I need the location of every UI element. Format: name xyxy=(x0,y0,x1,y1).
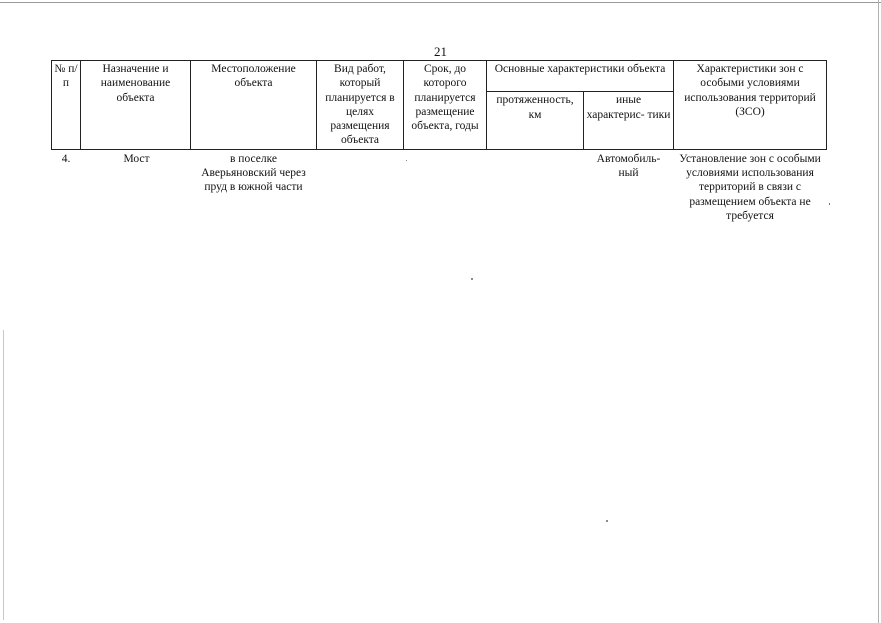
header-location: Местоположение объекта xyxy=(191,61,317,150)
row-work-type xyxy=(317,149,404,225)
page-number: 21 xyxy=(434,44,447,59)
header-work-type: Вид работ, который планируется в целях размещения объекта xyxy=(317,61,404,150)
header-other: иные характерис- тики xyxy=(584,92,674,149)
header-length: протяженность, км xyxy=(487,92,584,149)
row-name: Мост xyxy=(123,152,150,165)
header-name: Назначение и наименование объекта xyxy=(81,61,191,150)
scan-edge-top xyxy=(0,2,881,3)
scan-speck xyxy=(829,203,830,205)
header-num: № п/п xyxy=(52,61,81,150)
scan-speck xyxy=(471,278,473,280)
header-main-characteristics: Основные характеристики объекта xyxy=(487,61,674,92)
row-length xyxy=(487,149,584,225)
table-row xyxy=(52,149,827,225)
header-zones: Характеристики зон с особыми условиями использования территорий (ЗСО) xyxy=(674,61,827,150)
row-term xyxy=(404,149,487,225)
planned-objects-table xyxy=(51,60,827,225)
scan-speck xyxy=(606,520,608,522)
row-other: Автомобиль- ный xyxy=(596,152,661,180)
row-zones: Установление зон с особыми условиями использования территорий в связи с размещением объекта не требуется xyxy=(679,152,821,222)
scan-edge-left xyxy=(3,330,4,620)
scan-edge-right xyxy=(878,0,879,623)
table-header-row xyxy=(52,61,827,92)
row-location: в поселке Аверьяновский через пруд в южной части xyxy=(201,152,306,194)
row-num: 4. xyxy=(61,152,71,165)
header-term: Срок, до которого планируется размещение объекта, годы xyxy=(404,61,487,150)
